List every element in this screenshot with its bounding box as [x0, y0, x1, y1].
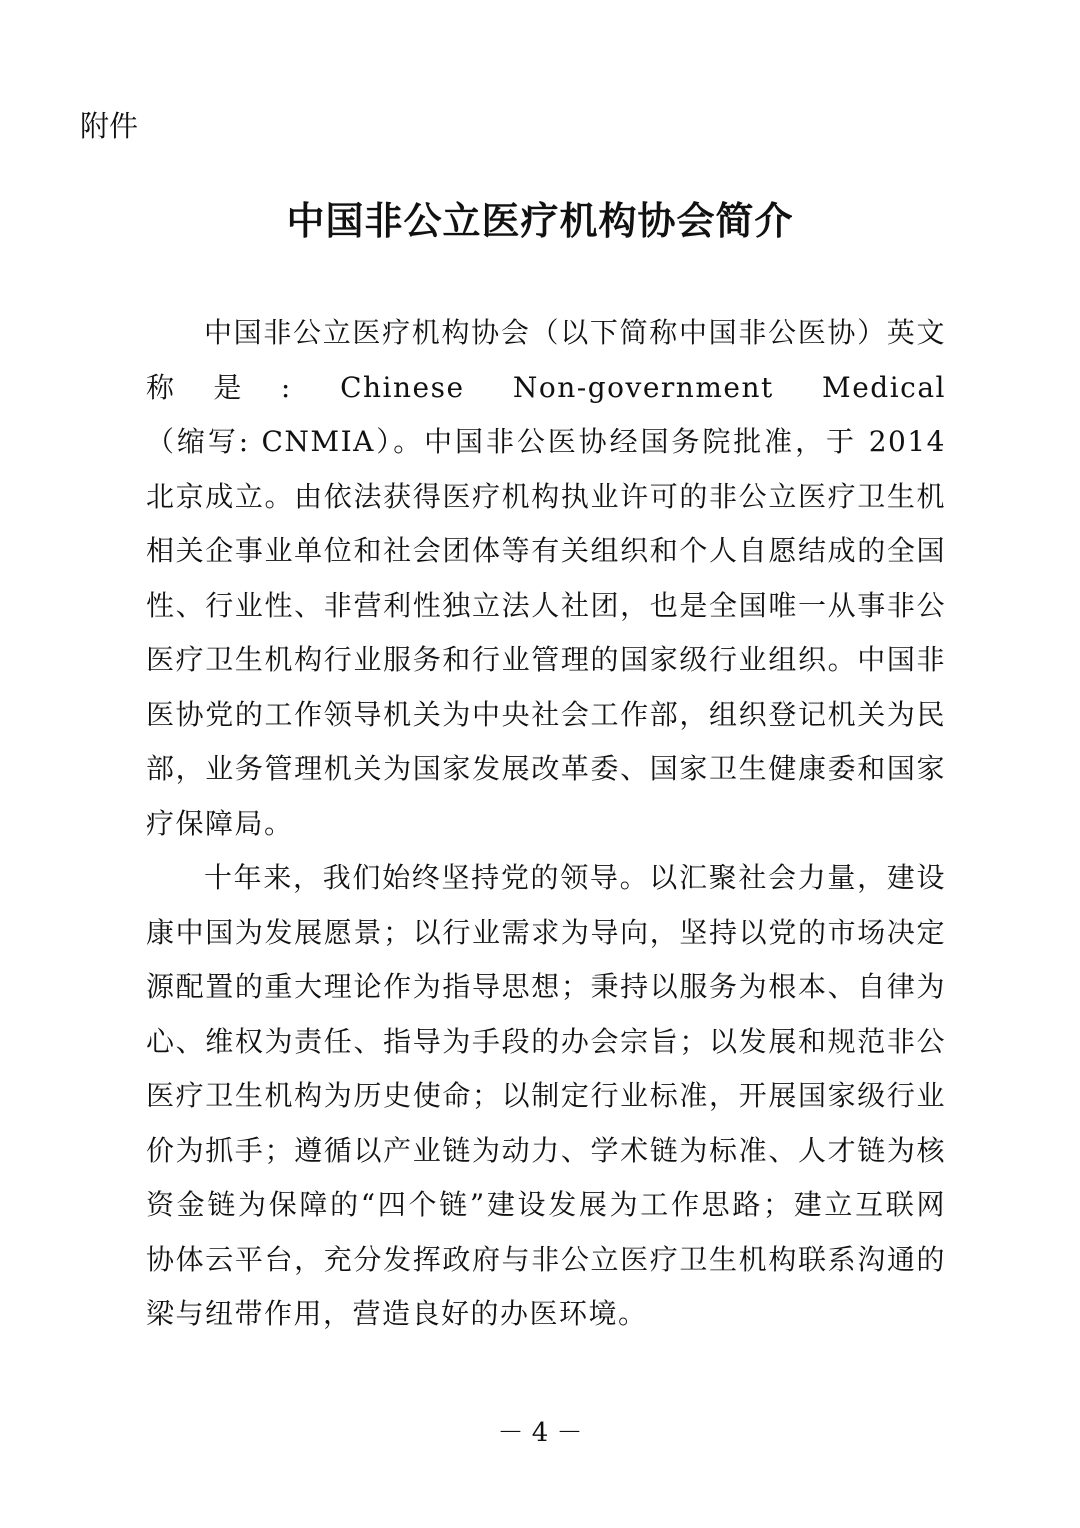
paragraph-line: 价为抓手；遵循以产业链为动力、学术链为标准、人才链为核 — [146, 1133, 946, 1167]
attachment-label: 附件 — [80, 109, 139, 143]
paragraph-line: 性、行业性、非营利性独立法人社团，也是全国唯一从事非公 — [146, 588, 946, 622]
paragraph-line: 相关企事业单位和社会团体等有关组织和个人自愿结成的全国 — [146, 534, 946, 567]
paragraph-2 — [146, 851, 946, 1342]
paragraph-line: 医疗卫生机构行业服务和行业管理的国家级行业组织。中国非 — [146, 643, 946, 676]
paragraph-line: 康中国为发展愿景；以行业需求为导向，坚持以党的市场决定 — [146, 915, 946, 949]
paragraph-line: 心、维权为责任、指导为手段的办会宗旨；以发展和规范非公 — [146, 1024, 946, 1058]
paragraph-line: 中国非公立医疗机构协会（以下简称中国非公医协）英文 — [204, 316, 946, 349]
paragraph-line: 梁与纽带作用，营造良好的办医环境。 — [146, 1297, 648, 1330]
paragraph-line: 十年来，我们始终坚持党的领导。以汇聚社会力量，建设 — [204, 861, 946, 894]
paragraph-line: 疗保障局。 — [146, 806, 294, 840]
page-number: － 4 － — [497, 1418, 583, 1448]
paragraph-line: 北京成立。由依法获得医疗机构执业许可的非公立医疗卫生机 — [146, 479, 946, 513]
document-body — [146, 306, 946, 1342]
paragraph-line: 源配置的重大理论作为指导思想；秉持以服务为根本、自律为 — [146, 970, 946, 1003]
paragraph-line: 协体云平台，充分发挥政府与非公立医疗卫生机构联系沟通的 — [146, 1242, 946, 1276]
document-title: 中国非公立医疗机构协会简介 — [286, 199, 794, 243]
paragraph-line: 资金链为保障的“四个链”建设发展为工作思路；建立互联网 — [146, 1188, 946, 1221]
paragraph-line: 称是: Chinese Non-government Medical — [146, 370, 946, 404]
paragraph-line: 部，业务管理机关为国家发展改革委、国家卫生健康委和国家 — [146, 752, 946, 785]
paragraph-line: （缩写: CNMIA）。中国非公医协经国务院批准，于 2014 — [146, 425, 946, 458]
paragraph-line: 医疗卫生机构为历史使命；以制定行业标准，开展国家级行业 — [146, 1079, 946, 1112]
paragraph-1 — [146, 306, 946, 851]
paragraph-line: 医协党的工作领导机关为中央社会工作部，组织登记机关为民 — [146, 697, 946, 731]
